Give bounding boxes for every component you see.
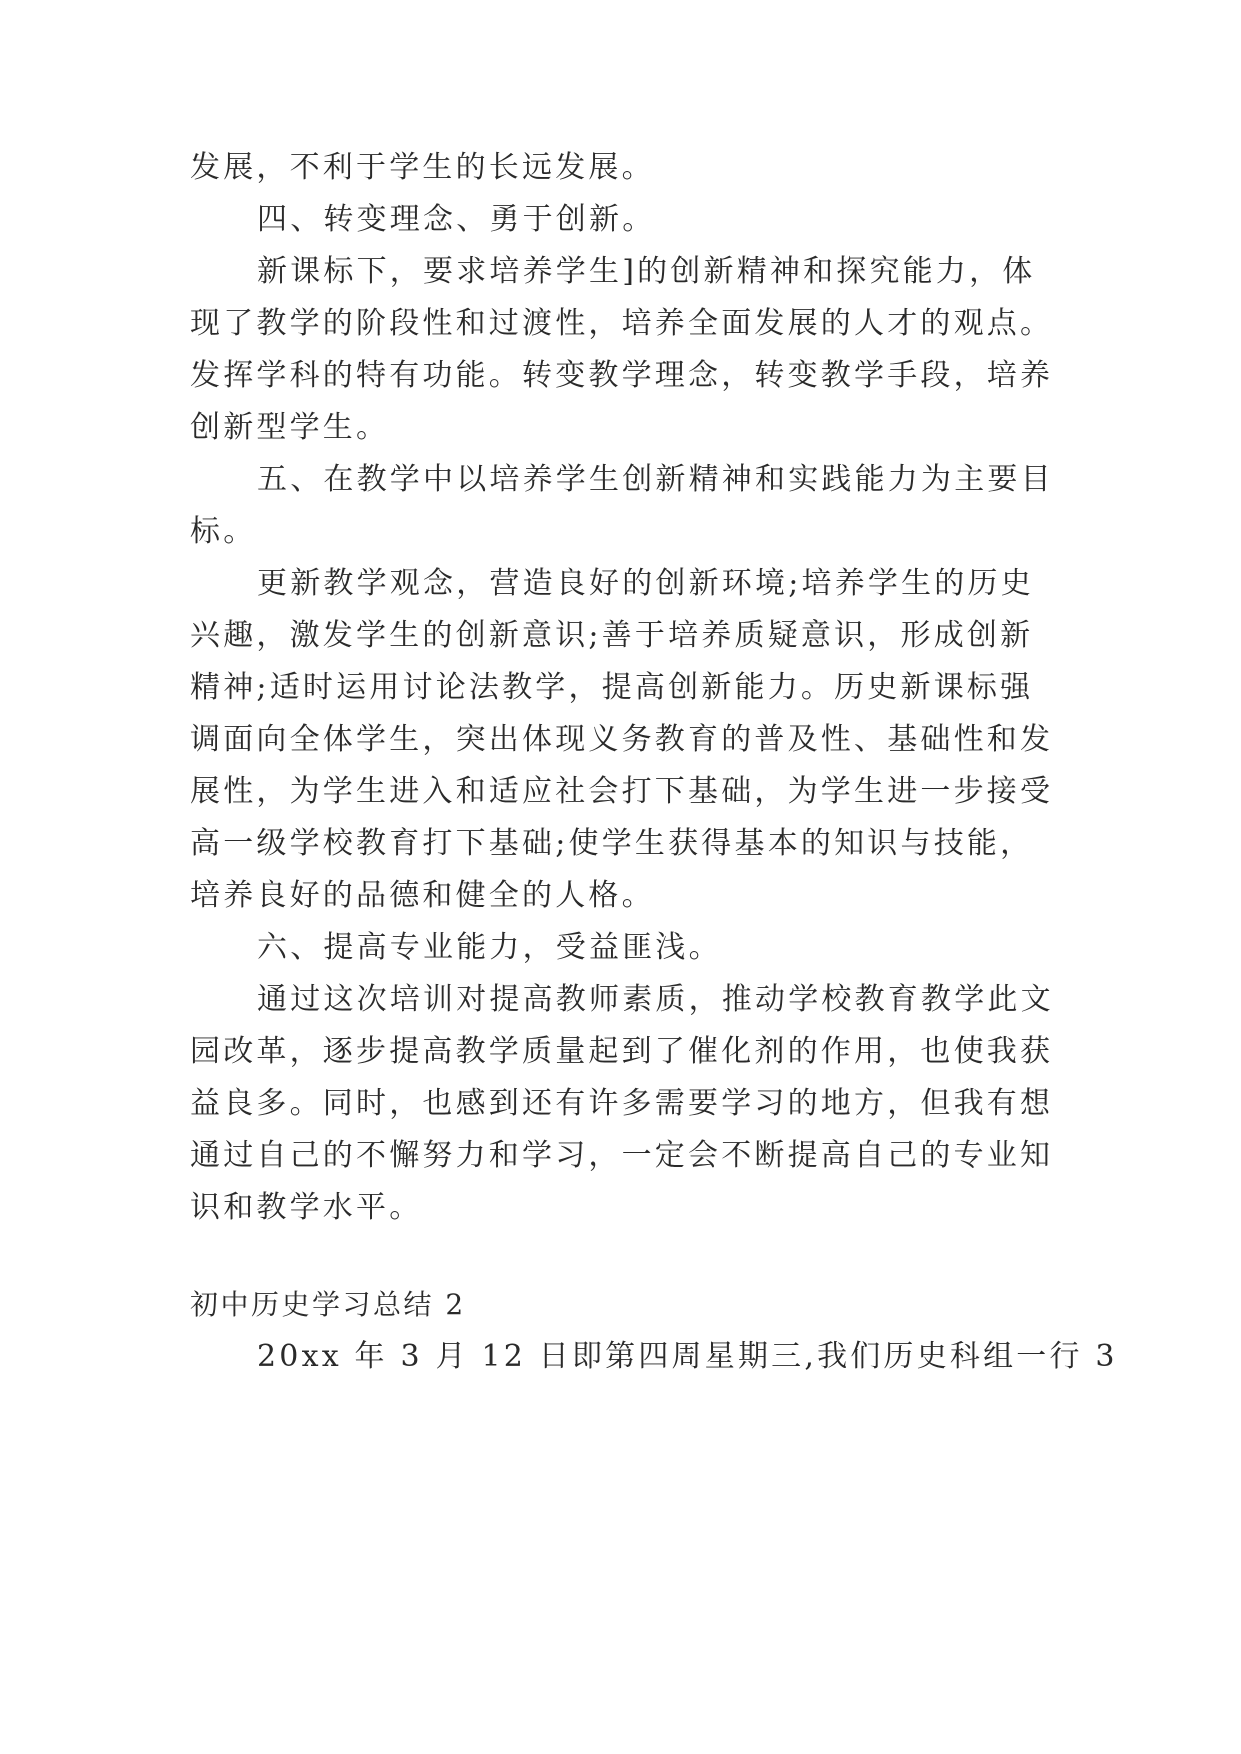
paragraph-line: 识和教学水平。 <box>190 1190 423 1225</box>
paragraph-line: 益良多。同时，也感到还有许多需要学习的地方，但我有想 <box>190 1086 1054 1121</box>
paragraph-line: 通过自己的不懈努力和学习，一定会不断提高自己的专业知 <box>190 1138 1054 1173</box>
section-heading-six: 六、提高专业能力，受益匪浅。 <box>257 930 722 965</box>
paragraph-line: 发展，不利于学生的长远发展。 <box>190 150 655 185</box>
paragraph-line: 精神;适时运用讨论法教学，提高创新能力。历史新课标强 <box>190 670 1034 705</box>
paragraph-line: 高一级学校教育打下基础;使学生获得基本的知识与技能， <box>190 826 1034 861</box>
paragraph-line: 标。 <box>190 514 257 549</box>
paragraph-line: 兴趣，激发学生的创新意识;善于培养质疑意识，形成创新 <box>190 618 1034 653</box>
section-heading-five: 五、在教学中以培养学生创新精神和实践能力为主要目 <box>257 462 1054 497</box>
paragraph-line: 通过这次培训对提高教师素质，推动学校教育教学此文 <box>257 982 1054 1017</box>
paragraph-line: 新课标下，要求培养学生]的创新精神和探究能力，体 <box>257 254 1036 289</box>
paragraph-line: 20xx 年 3 月 12 日即第四周星期三,我们历史科组一行 3 <box>257 1339 1118 1374</box>
section-title: 初中历史学习总结 2 <box>190 1288 466 1321</box>
paragraph-line: 培养良好的品德和健全的人格。 <box>190 878 655 913</box>
paragraph-line: 更新教学观念，营造良好的创新环境;培养学生的历史 <box>257 566 1034 601</box>
paragraph-line: 现了教学的阶段性和过渡性，培养全面发展的人才的观点。 <box>190 306 1054 341</box>
paragraph-line: 园改革，逐步提高教学质量起到了催化剂的作用，也使我获 <box>190 1034 1054 1069</box>
paragraph-line: 发挥学科的特有功能。转变教学理念，转变教学手段，培养 <box>190 358 1054 393</box>
paragraph-line: 展性，为学生进入和适应社会打下基础，为学生进一步接受 <box>190 774 1054 809</box>
section-heading-four: 四、转变理念、勇于创新。 <box>257 202 656 237</box>
paragraph-line: 创新型学生。 <box>190 410 390 445</box>
paragraph-line: 调面向全体学生，突出体现义务教育的普及性、基础性和发 <box>190 722 1054 757</box>
